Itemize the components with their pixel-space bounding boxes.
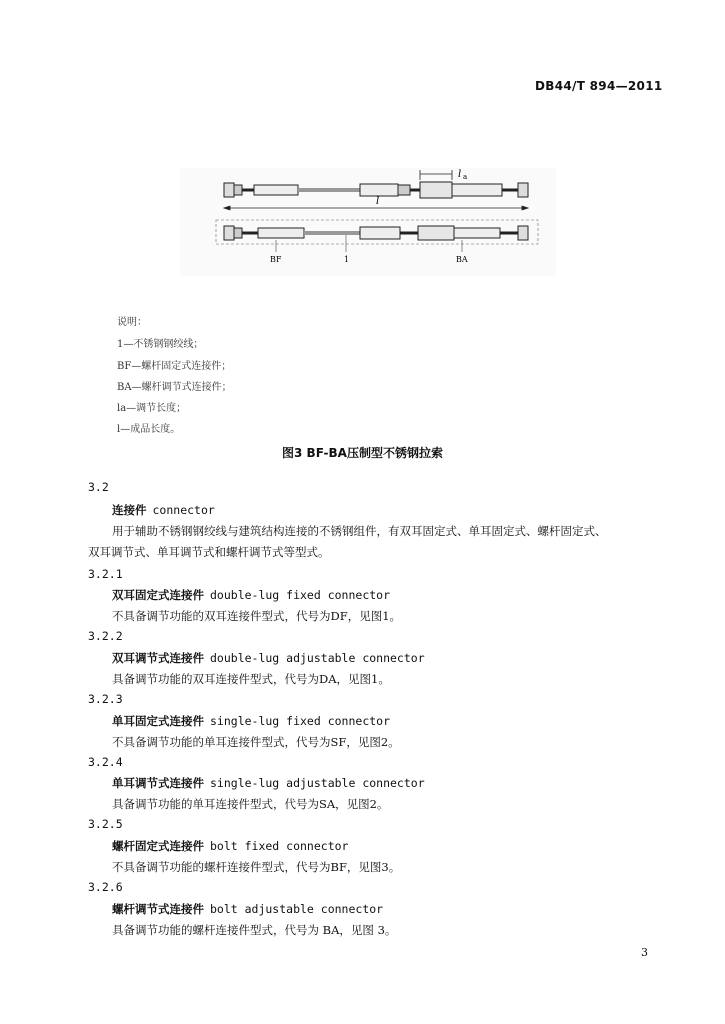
- figure-caption: 图3 BF-BA压制型不锈钢拉索: [282, 446, 443, 460]
- term-en: single-lug fixed connector: [210, 714, 391, 728]
- label-l: l: [376, 196, 380, 207]
- term-cn: 双耳调节式连接件: [112, 651, 204, 665]
- definition-text: 不具备调节功能的螺杆连接件型式，代号为BF，见图3。: [112, 860, 401, 874]
- label-la-sub: a: [463, 173, 468, 181]
- legend-item: BA—螺杆调节式连接件；: [117, 382, 232, 393]
- term-heading: [112, 502, 215, 518]
- definition-text: 用于辅助不锈钢钢绞线与建筑结构连接的不锈钢组件，有双耳固定式、单耳固定式、螺杆固定式、: [112, 524, 607, 538]
- page-number: 3: [641, 946, 648, 959]
- section-number: 3.2.3: [88, 692, 123, 706]
- label-1: 1: [344, 255, 350, 264]
- definition-text: 具备调节功能的单耳连接件型式，代号为SA，见图2。: [112, 797, 389, 811]
- section-number: 3.2.2: [88, 629, 123, 643]
- term-cn: 双耳固定式连接件: [112, 588, 204, 602]
- document-id: DB44/T 894—2011: [535, 79, 663, 93]
- definition-text: 不具备调节功能的双耳连接件型式，代号为DF，见图1。: [112, 609, 402, 623]
- term-cn: 连接件: [112, 503, 147, 517]
- legend-item: l—成品长度。: [117, 424, 181, 435]
- legend-item: BF—螺杆固定式连接件；: [117, 361, 232, 372]
- legend-item: 1—不锈钢钢绞线；: [117, 339, 204, 350]
- term-heading: [112, 838, 348, 854]
- legend-title: 说明：: [117, 317, 147, 328]
- term-en: double-lug fixed connector: [210, 588, 391, 602]
- term-en: single-lug adjustable connector: [210, 776, 425, 790]
- term-heading: [112, 775, 425, 791]
- term-en: bolt adjustable connector: [210, 902, 384, 916]
- label-ba: BA: [456, 255, 468, 264]
- label-bf: BF: [270, 255, 282, 264]
- cable-bottom: [224, 226, 528, 240]
- term-heading: [112, 713, 390, 729]
- section-number: 3.2.6: [88, 880, 123, 894]
- definition-text: 具备调节功能的双耳连接件型式，代号为DA，见图1。: [112, 672, 390, 686]
- definition-text: 具备调节功能的螺杆连接件型式，代号为 BA，见图 3。: [112, 923, 397, 937]
- definition-text: 不具备调节功能的单耳连接件型式，代号为SF，见图2。: [112, 735, 400, 749]
- term-cn: 单耳固定式连接件: [112, 714, 204, 728]
- legend-item: la—调节长度；: [117, 403, 187, 414]
- term-heading: [112, 587, 390, 603]
- term-heading: [112, 901, 383, 917]
- section-number: 3.2.4: [88, 755, 123, 769]
- term-heading: [112, 650, 425, 666]
- label-la: l: [458, 169, 462, 180]
- term-cn: 单耳调节式连接件: [112, 776, 204, 790]
- section-number: 3.2.1: [88, 567, 123, 581]
- term-en: bolt fixed connector: [210, 839, 349, 853]
- term-cn: 螺杆固定式连接件: [112, 839, 204, 853]
- section-number: 3.2: [88, 480, 109, 494]
- cable-figure: [180, 168, 556, 276]
- term-en: connector: [152, 503, 215, 517]
- term-cn: 螺杆调节式连接件: [112, 902, 204, 916]
- definition-text: 双耳调节式、单耳调节式和螺杆调节式等型式。: [88, 545, 330, 559]
- section-number: 3.2.5: [88, 817, 123, 831]
- term-en: double-lug adjustable connector: [210, 651, 425, 665]
